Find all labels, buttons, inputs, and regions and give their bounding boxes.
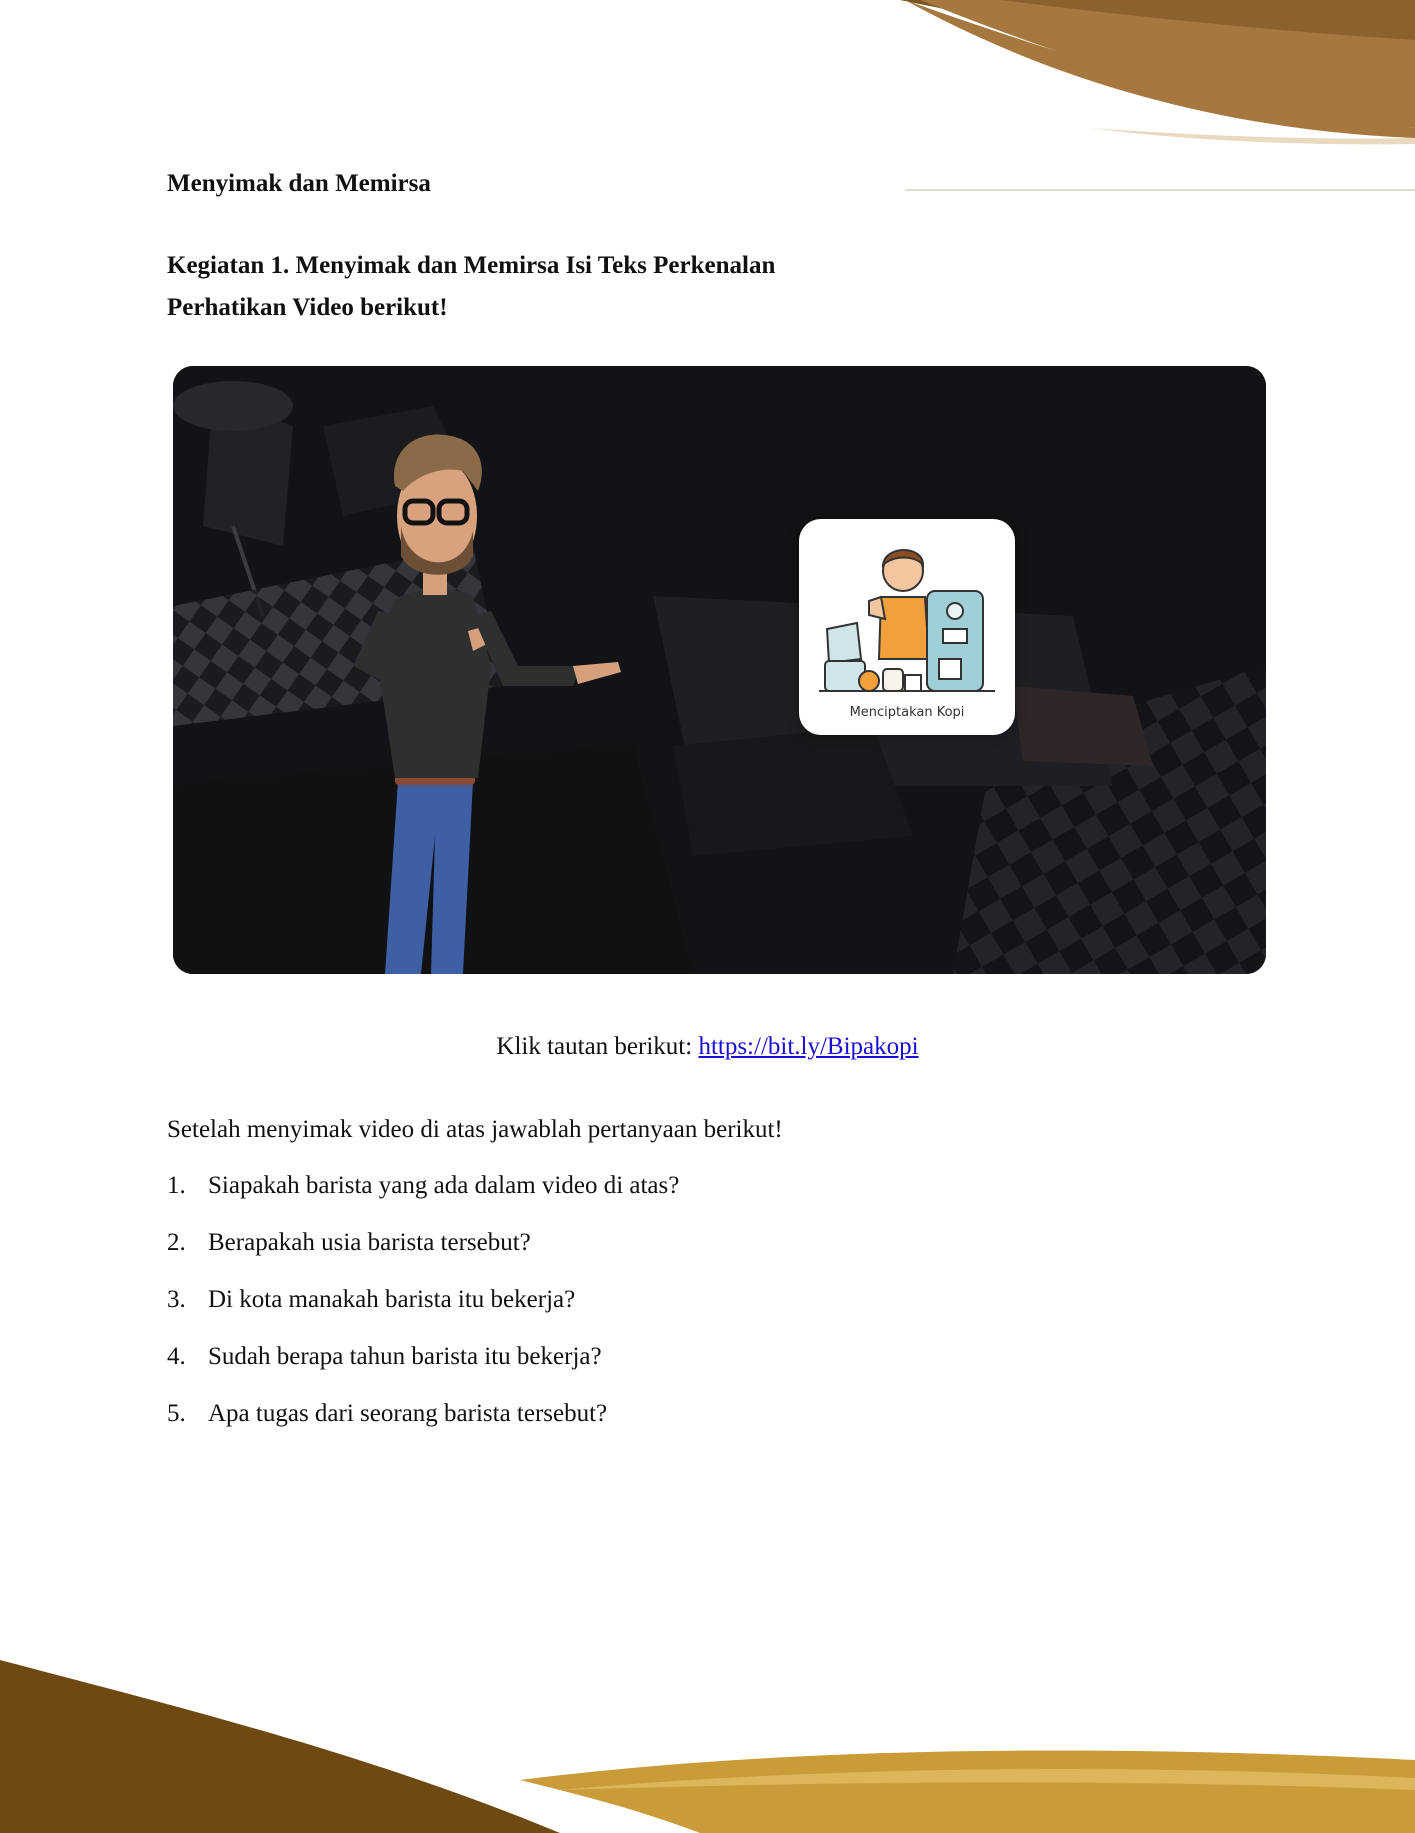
question-number: 4. [167, 1343, 186, 1370]
question-text: Berapakah usia barista tersebut? [208, 1229, 531, 1256]
bottom-wave-gold-light [560, 1769, 1415, 1790]
question-number: 5. [167, 1400, 186, 1427]
activity-title: Kegiatan 1. Menyimak dan Memirsa Isi Teks Perkenalan [167, 252, 776, 279]
top-wave-dark [900, 0, 1415, 105]
question-text: Sudah berapa tahun barista itu bekerja? [208, 1343, 602, 1370]
question-item [167, 1341, 679, 1398]
top-wave-brown [905, 0, 1415, 138]
video-thumbnail[interactable] [173, 366, 1266, 974]
question-text: Di kota manakah barista itu bekerja? [208, 1286, 576, 1313]
video-link[interactable]: https://bit.ly/Bipakopi [698, 1033, 919, 1060]
top-wave-light [1090, 128, 1415, 144]
questions-intro: Setelah menyimak video di atas jawablah pertanyaan berikut! [167, 1116, 783, 1143]
video-card [799, 519, 1015, 735]
question-item [167, 1398, 679, 1455]
question-number: 1. [167, 1172, 186, 1199]
question-item [167, 1170, 679, 1227]
instruction-text: Perhatikan Video berikut! [167, 294, 448, 321]
question-text: Apa tugas dari seorang barista tersebut? [208, 1400, 608, 1427]
video-scene [173, 366, 1266, 974]
question-item [167, 1227, 679, 1284]
video-card-caption: Menciptakan Kopi [849, 705, 965, 720]
top-wave-main [920, 0, 1415, 128]
link-line [0, 1031, 1415, 1063]
top-wave-shade [1000, 0, 1415, 40]
question-number: 3. [167, 1286, 186, 1313]
question-item [167, 1284, 679, 1341]
link-prefix: Klik tautan berikut: [496, 1033, 699, 1060]
bottom-wave-gold [520, 1750, 1415, 1833]
bottom-wave-dark [0, 1660, 560, 1833]
question-list [167, 1170, 679, 1455]
section-title: Menyimak dan Memirsa [167, 170, 431, 197]
barista-illustration [799, 519, 1015, 735]
question-text: Siapakah barista yang ada dalam video di atas? [208, 1172, 680, 1199]
question-number: 2. [167, 1229, 186, 1256]
